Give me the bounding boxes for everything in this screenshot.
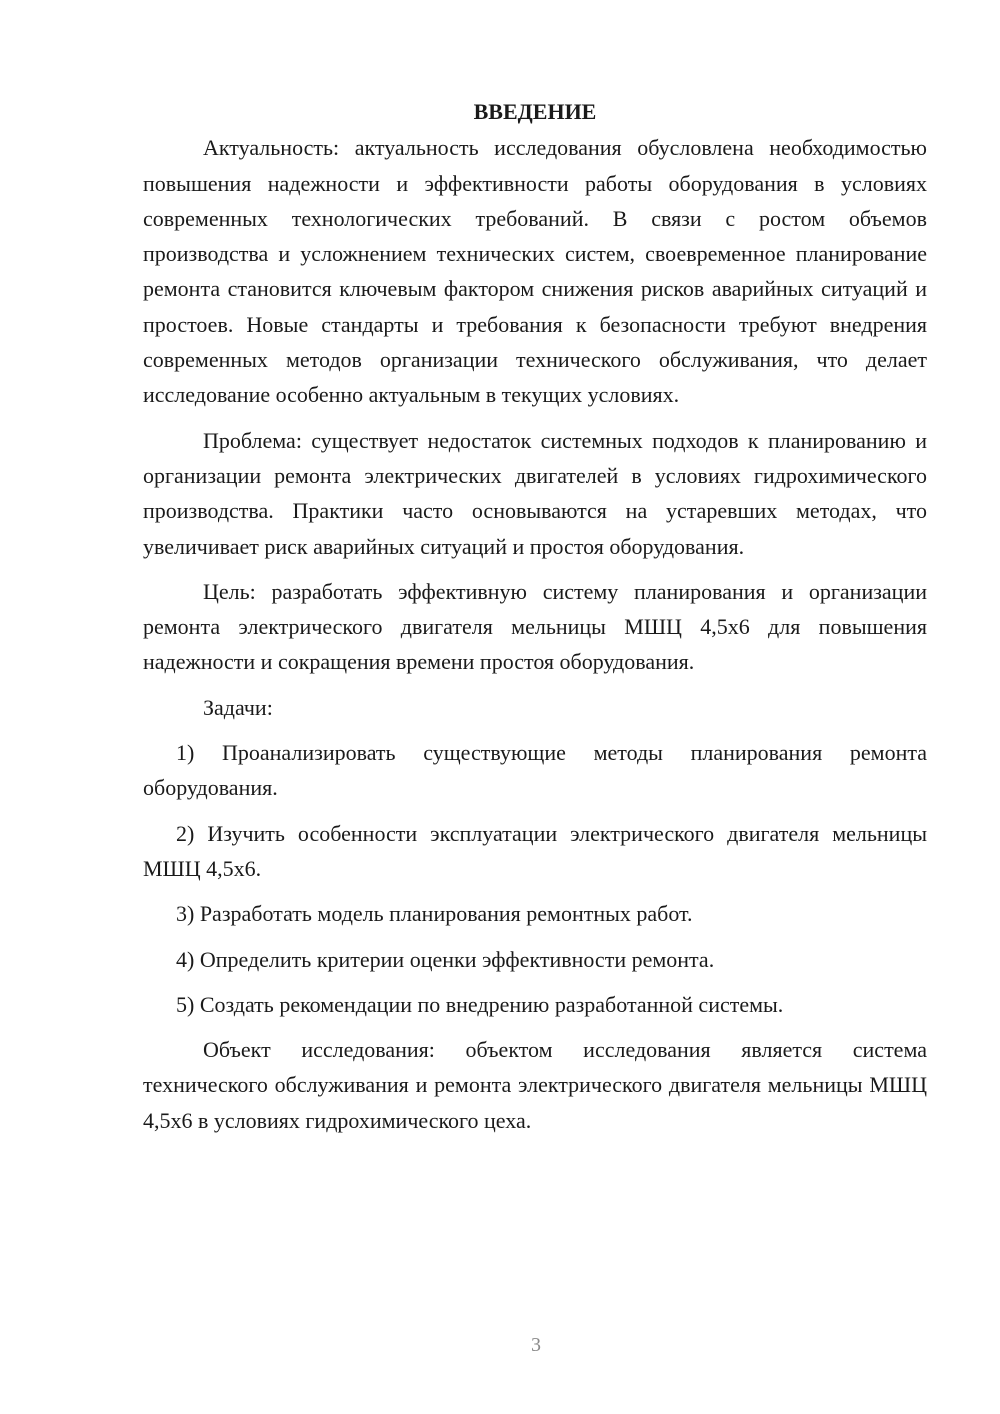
section-heading: ВВЕДЕНИЕ xyxy=(473,99,597,124)
task-item-3: 3) Разработать модель планирования ремонтных работ. xyxy=(176,901,693,927)
task-item-5: 5) Создать рекомендации по внедрению разработанной системы. xyxy=(176,991,784,1017)
page-content xyxy=(143,94,927,1148)
paragraph-relevance: Актуальность: актуальность исследования обусловлена необходимостью повышения надежности и эффективности работы оборудования в условиях современных технологических требований. В связи с ростом объемов производства и усложнением технических систем, своевременное планирование ремонта становится ключевым фактором снижения рисков аварийных ситуаций и простоев. Новые стандарты и требования к безопасности требуют внедрения современных методов организации технического обслуживания, что делает исследование особенно актуальным в текущих условиях. xyxy=(143,135,927,408)
page-number: 3 xyxy=(531,1334,541,1356)
paragraph-tasks-label: Задачи: xyxy=(203,694,273,720)
paragraph-object: Объект исследования: объектом исследования является система технического обслуживания и ремонта электрического двигателя мельницы МШЦ 4,5х6 в условиях гидрохимического цеха. xyxy=(143,1037,927,1133)
task-item-4: 4) Определить критерии оценки эффективности ремонта. xyxy=(176,946,715,972)
task-item-1: 1) Проанализировать существующие методы планирования ремонта оборудования. xyxy=(143,740,927,801)
paragraph-goal: Цель: разработать эффективную систему планирования и организации ремонта электрического двигателя мельницы МШЦ 4,5х6 для повышения надежности и сокращения времени простоя оборудования. xyxy=(143,578,927,675)
paragraph-problem: Проблема: существует недостаток системных подходов к планированию и организации ремонта электрических двигателей в условиях гидрохимического производства. Практики часто основываются на устаревших методах, что увеличивает риск аварийных ситуаций и простоя оборудования. xyxy=(143,427,927,559)
task-item-2: 2) Изучить особенности эксплуатации электрического двигателя мельницы МШЦ 4,5х6. xyxy=(143,820,927,881)
